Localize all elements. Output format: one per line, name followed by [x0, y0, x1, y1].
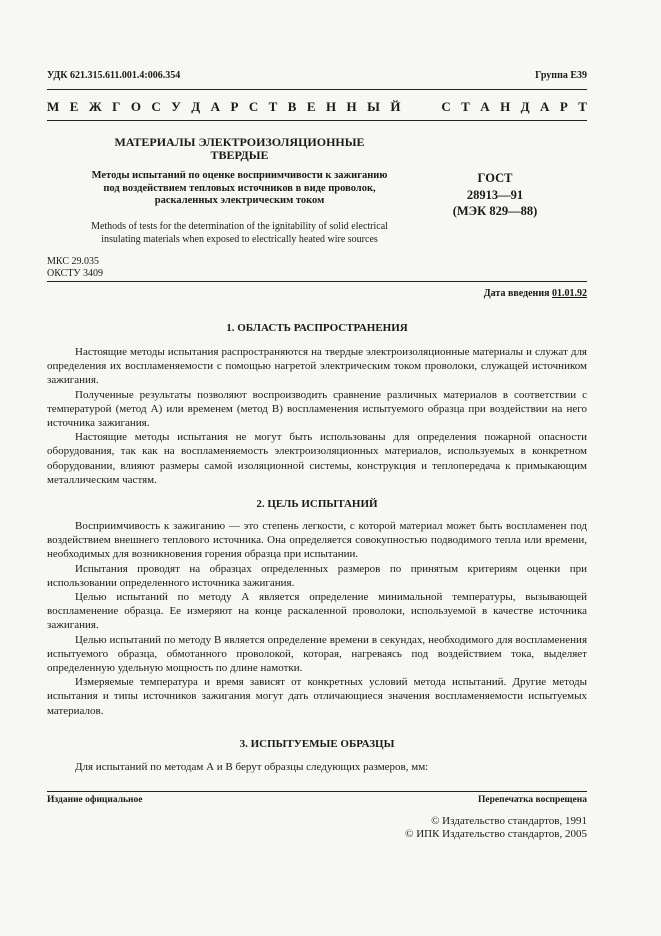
banner-letter: С — [151, 99, 161, 114]
banner-letter: О — [130, 99, 141, 114]
paragraph: Настоящие методы испытания не могут быть использованы для определения пожарной опасности оборудования, так как на воспламеняемость электроизоляционных материалов, используемых в конкретном оборудовании, влияют размеры самой изоляционной системы, конструкция и теплопередача к примыкающим металлическим частям. — [47, 431, 587, 486]
paragraph: Полученные результаты позволяют воспроизводить сравнение различных материалов в соответствии с температурой (метод А) или временем (метод В) воспламенения испытуемого образца при воздействии на него источника зажигания. — [47, 388, 587, 430]
banner-letter: Ы — [367, 99, 380, 114]
doc-subtitle — [47, 170, 432, 208]
banner-letter: А — [210, 99, 220, 114]
mks-code: МКС 29.035 — [47, 256, 99, 267]
banner-letter: Й — [390, 99, 401, 114]
banner-letter: В — [287, 99, 297, 114]
paragraph: Испытания проводят на образцах определенных размеров по принятым критериям оценки при использовании определенного источника зажигания. — [47, 562, 587, 589]
paragraph: Настоящие методы испытания распространяются на твердые электроизоляционные материалы и служат для определения их воспламеняемости с помощью нагретой электрическим током проволоки, служащей источником зажигания. — [47, 346, 587, 387]
top-rule — [47, 89, 587, 90]
paragraph: Целью испытаний по методу А является определение минимальной температуры, вызывающей воспламенение образца. Ее измеряют на конце раскаленной проволоки, используемой в качестве источника зажигания. — [47, 591, 587, 632]
intro-date-value: 01.01.92 — [552, 288, 587, 299]
paragraph: Восприимчивость к зажиганию — это степень легкости, с которой материал может быть воспламенен под воздействием внешнего теплового источника. Она определяется совокупностью подводимого тепла или времени, необходимых для возникновения горения образца при испытании. — [47, 520, 587, 561]
doc-subtitle-line2: под воздействием тепловых источников в виде проволок, — [103, 182, 376, 194]
udk-code: УДК 621.315.611.001.4:006.354 — [47, 70, 181, 81]
doc-subtitle-line3: раскаленных электрическим током — [154, 195, 325, 206]
iec-number: (МЭК 829—88) — [452, 204, 538, 218]
section-2-body — [47, 519, 587, 718]
section-1-body — [47, 345, 587, 487]
banner-letter: Н — [500, 99, 511, 114]
copyright-block — [405, 815, 587, 841]
banner-letter: Т — [268, 99, 278, 114]
doc-title-english — [47, 220, 432, 246]
intro-date — [484, 288, 587, 299]
doc-subtitle-line1: Методы испытаний по оценке восприимчивости к зажиганию — [91, 170, 388, 181]
paragraph: Для испытаний по методам А и В берут образцы следующих размеров, мм: — [75, 761, 429, 773]
banner-letter: Т — [461, 99, 470, 114]
copyright-2: © ИПК Издательство стандартов, 2005 — [405, 828, 587, 840]
copyright-1: © Издательство стандартов, 1991 — [431, 815, 587, 827]
banner-letter: С — [248, 99, 259, 114]
footer-rule — [47, 791, 587, 792]
section-2-title: 2. ЦЕЛЬ ИСПЫТАНИЙ — [256, 498, 378, 510]
banner-letter: М — [47, 99, 60, 114]
paragraph: Измеряемые температура и время зависят от конкретных условий метода испытаний. Другие методы испытания и типы источников зажигания могут дать отличающиеся значения воспламеняемости испытуемых материалов. — [47, 676, 587, 717]
official-edition: Издание официальное — [47, 795, 143, 805]
okstu-code: ОКСТУ 3409 — [47, 268, 104, 279]
doc-title-english-line1: Methods of tests for the determination of the ignitability of solid electrical — [91, 221, 388, 232]
intro-date-label: Дата введения — [483, 288, 550, 299]
banner-letter: Т — [578, 99, 587, 114]
banner-letter: Р — [230, 99, 239, 114]
banner-letter: Р — [559, 99, 568, 114]
gost-number: 28913—91 — [466, 187, 524, 202]
banner-letter: Е — [69, 99, 79, 114]
classification-codes — [47, 256, 103, 280]
banner-gap — [411, 99, 431, 115]
reprint-notice: Перепечатка воспрещена — [477, 795, 587, 805]
section-3-body — [47, 760, 587, 774]
section-3-title: 3. ИСПЫТУЕМЫЕ ОБРАЗЦЫ — [239, 738, 395, 750]
banner-letter: Д — [191, 99, 201, 114]
codes-rule — [47, 281, 587, 282]
gost-label: ГОСТ — [477, 171, 513, 185]
doc-title-line1: МАТЕРИАЛЫ ЭЛЕКТРОИЗОЛЯЦИОННЫЕ — [114, 135, 365, 149]
doc-title-line2: ТВЕРДЫЕ — [210, 148, 269, 162]
doc-title-english-line2: insulating materials when exposed to electrically heated wire sources — [101, 234, 378, 245]
banner-letter: Н — [346, 99, 357, 114]
group-code: Группа Е39 — [535, 70, 587, 81]
banner-letter: Д — [520, 99, 530, 114]
banner-letter: Н — [325, 99, 337, 114]
banner-letter: А — [480, 99, 490, 114]
banner-letter: А — [540, 99, 550, 114]
banner-letter: Е — [306, 99, 316, 114]
standard-banner — [47, 99, 587, 115]
banner-letter: С — [441, 99, 451, 114]
banner-letter: Г — [112, 99, 121, 114]
banner-letter: Ж — [88, 99, 102, 114]
banner-letter: У — [171, 99, 181, 114]
doc-title — [47, 136, 432, 162]
banner-rule — [47, 120, 587, 121]
gost-block — [425, 170, 565, 220]
paragraph: Целью испытаний по методу В является определение времени в секундах, необходимого для воспламенения испытуемого образца, обмотанного проволокой, которая, нагреваясь под воздействием тока, выделяет определенную удельную мощность по длине намотки. — [47, 633, 587, 675]
section-1-title: 1. ОБЛАСТЬ РАСПРОСТРАНЕНИЯ — [226, 322, 408, 334]
